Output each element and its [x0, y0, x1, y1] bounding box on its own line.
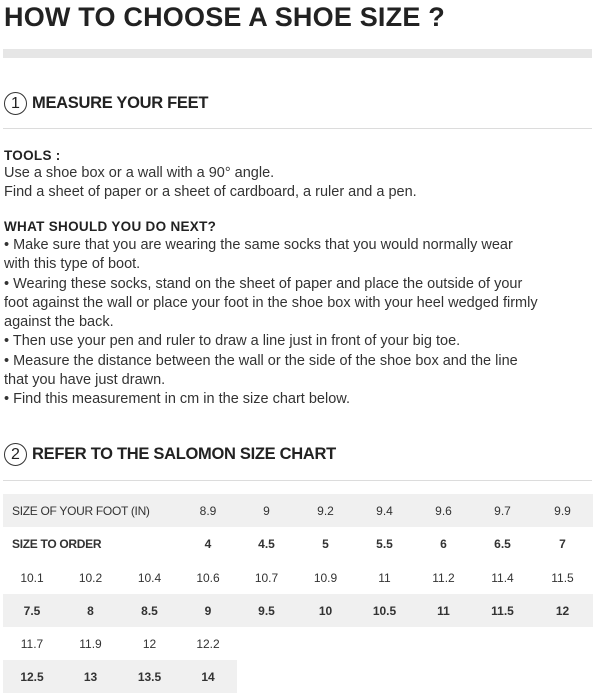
foot-size-cell: 9.4: [376, 503, 393, 518]
foot-size-cell: 10.4: [137, 570, 162, 585]
order-size-cell: 5: [322, 536, 329, 551]
order-size-cell: 7: [559, 536, 566, 551]
foot-size-cell: 11: [378, 570, 391, 585]
foot-size-cell: 11.4: [491, 570, 514, 585]
next-steps-line: foot against the wall or place your foot in the shoe box with your heel wedged firmly: [4, 295, 538, 311]
step-2-title: REFER TO THE SALOMON SIZE CHART: [32, 445, 336, 463]
order-size-cell: 12: [555, 603, 570, 618]
foot-size-cell: 11.2: [432, 570, 455, 585]
step-1-title: MEASURE YOUR FEET: [32, 94, 209, 112]
next-steps-line: • Make sure that you are wearing the same socks that you would normally wear: [4, 237, 513, 253]
order-size-cell: 10.5: [372, 603, 397, 618]
order-size-cell: 8.5: [141, 603, 158, 618]
table-row-foot-size-1: [3, 494, 593, 527]
next-steps-line: against the back.: [4, 314, 114, 330]
next-steps-line: with this type of boot.: [4, 256, 141, 272]
table-row-order-size-2: [3, 594, 593, 627]
step-1-divider: [3, 128, 592, 129]
foot-size-cell: 10.6: [196, 570, 220, 585]
foot-size-cell: 12: [142, 636, 157, 651]
next-steps-line: • Then use your pen and ruler to draw a line just in front of your big toe.: [4, 333, 461, 349]
table-row-order-size-3: [3, 660, 593, 693]
next-steps-line: • Find this measurement in cm in the size chart below.: [4, 391, 350, 407]
order-size-cell: 6: [440, 536, 447, 551]
table-row-foot-size-2: [3, 561, 593, 594]
foot-size-cell: 9: [263, 503, 270, 518]
next-steps-heading: WHAT SHOULD YOU DO NEXT?: [4, 219, 217, 234]
step-2-divider: [3, 480, 592, 481]
tools-line: Use a shoe box or a wall with a 90° angle.: [4, 165, 275, 181]
order-size-cell: 10: [318, 603, 333, 618]
foot-size-cell: 8.9: [199, 503, 217, 518]
foot-size-cell: 12.2: [196, 636, 220, 651]
order-size-cell: 9: [204, 603, 212, 618]
order-size-cell: 5.5: [376, 536, 393, 551]
order-size-cell: 4: [204, 536, 212, 551]
foot-size-cell: 11.5: [551, 570, 574, 585]
order-size-cell: 14: [201, 669, 215, 684]
foot-size-cell: 10.7: [254, 570, 279, 585]
next-steps-line: • Measure the distance between the wall or the side of the shoe box and the line: [4, 353, 518, 369]
order-size-cell: 4.5: [258, 536, 275, 551]
order-size-label: SIZE TO ORDER: [12, 536, 102, 551]
step-2-number-badge: 2: [4, 443, 27, 466]
foot-size-cell: 10.2: [78, 570, 103, 585]
foot-size-cell: 9.2: [317, 503, 334, 518]
step-2-heading: [4, 443, 336, 466]
tools-line: Find a sheet of paper or a sheet of cardboard, a ruler and a pen.: [4, 184, 417, 200]
order-size-cell: 6.5: [494, 536, 511, 551]
foot-size-cell: 10.1: [20, 570, 44, 585]
order-size-cell: 12.5: [20, 669, 44, 684]
foot-size-cell: 9.6: [435, 503, 452, 518]
next-steps-line: that you have just drawn.: [4, 372, 166, 388]
tools-heading: TOOLS :: [4, 148, 61, 163]
order-size-cell: 11: [437, 603, 450, 618]
order-size-cell: 11.5: [491, 603, 514, 618]
order-size-cell: 13.5: [137, 669, 162, 684]
foot-size-cell: 9.9: [554, 503, 571, 518]
step-1-number-badge: 1: [4, 92, 27, 115]
page-title: HOW TO CHOOSE A SHOE SIZE ?: [4, 2, 445, 32]
order-size-cell: 7.5: [23, 603, 41, 618]
order-size-cell: 8: [87, 603, 94, 618]
foot-size-cell: 11.9: [79, 636, 102, 651]
next-steps-line: • Wearing these socks, stand on the sheet of paper and place the outside of your: [4, 276, 523, 292]
foot-size-cell: 11.7: [20, 636, 44, 651]
title-divider: [3, 49, 592, 58]
foot-size-label: SIZE OF YOUR FOOT (IN): [12, 503, 150, 518]
order-size-cell: 13: [83, 669, 98, 684]
table-row-foot-size-3: [3, 627, 593, 660]
foot-size-cell: 10.9: [313, 570, 338, 585]
step-1-heading: [4, 92, 208, 115]
order-size-cell: 9.5: [258, 603, 275, 618]
table-row-order-size-1: [3, 527, 593, 560]
foot-size-cell: 9.7: [494, 503, 511, 518]
